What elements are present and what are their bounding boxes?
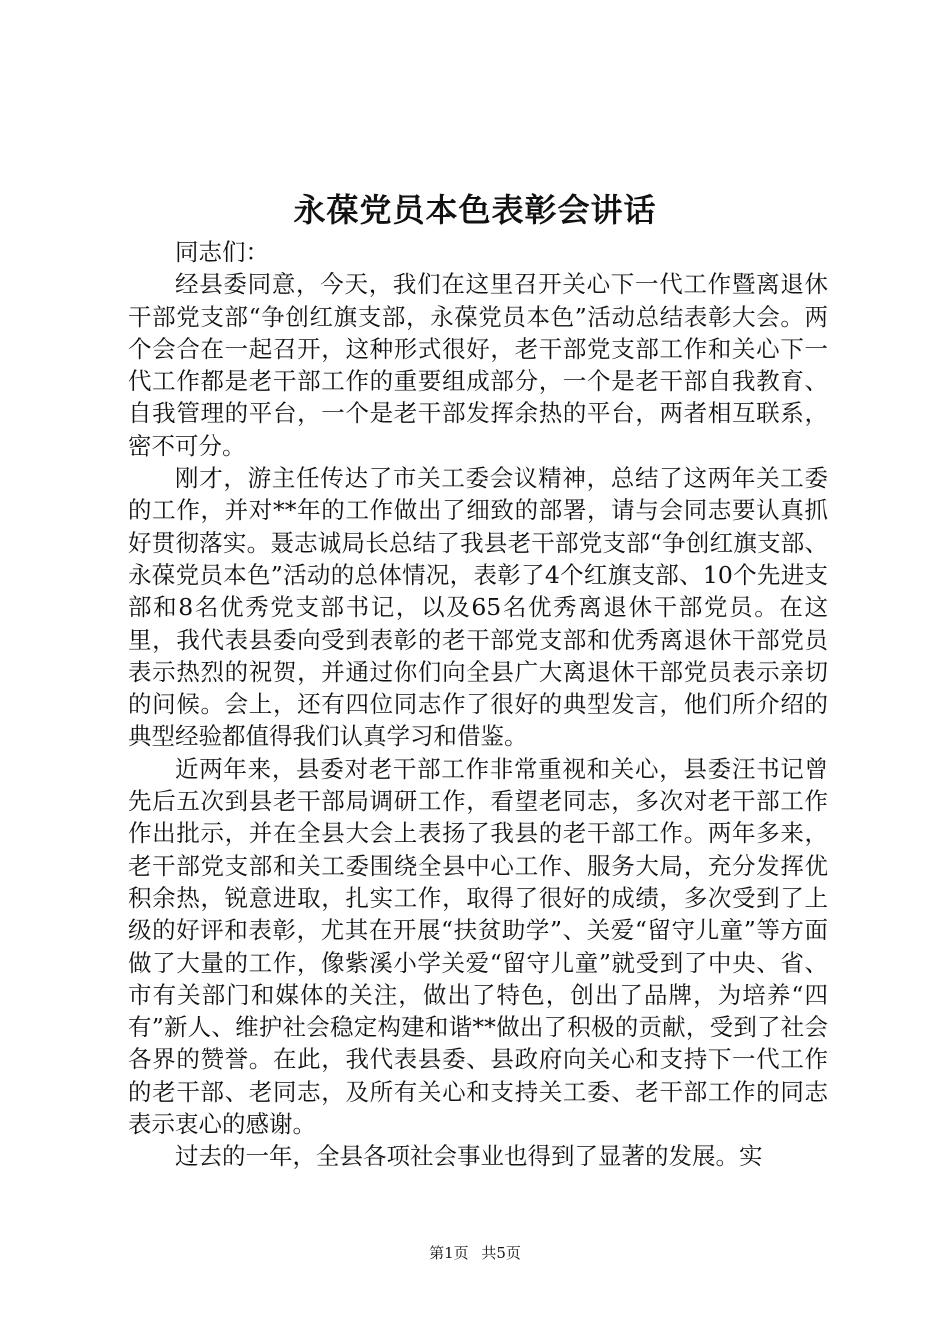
document-title: 永葆党员本色表彰会讲话 — [293, 191, 657, 229]
paragraph-3: 近两年来，县委对老干部工作非常重视和关心，县委汪书记曾先后五次到县老干部局调研工作，看望老同志，多次对老干部工作作出批示，并在全县大会上表扬了我县的老干部工作。两年多来，老干部党支部和关工委围绕全县中心工作、服务大局，充分发挥优积余热，锐意进取，扎实工作，取得了很好的成绩，多次受到了上级的好评和表彰，尤其在开展“扶贫助学”、关爱“留守儿童”等方面做了大量的工作，像紫溪小学关爱“留守儿童”就受到了中央、省、市有关部门和媒体的关注，做出了特色，创出了品牌，为培养“四有”新人、维护社会稳定构建和谐**做出了积极的贡献，受到了社会各界的赞誉。在此，我代表县委、县政府向关心和支持下一代工作的老干部、老同志，及所有关心和支持关工委、老干部工作的同志表示衷心的感谢。 — [128, 754, 828, 1139]
page-total: 共5页 — [481, 1244, 521, 1262]
document-body — [128, 236, 828, 1173]
paragraph-2: 刚才，游主任传达了市关工委会议精神，总结了这两年关工委的工作，并对**年的工作做出了细致的部署，请与会同志要认真抓好贯彻落实。聂志诚局长总结了我县老干部党支部“争创红旗支部、永葆党员本色”活动的总体情况，表彰了4个红旗支部、10个先进支部和8名优秀党支部书记，以及65名优秀离退休干部党员。在这里，我代表县委向受到表彰的老干部党支部和优秀离退休干部党员表示热烈的祝贺，并通过你们向全县广大离退休干部党员表示亲切的问候。会上，还有四位同志作了很好的典型发言，他们所介绍的典型经验都值得我们认真学习和借鉴。 — [128, 464, 828, 751]
page-number: 第1页 — [429, 1244, 469, 1262]
paragraph-1: 经县委同意，今天，我们在这里召开关心下一代工作暨离退休干部党支部“争创红旗支部，永葆党员本色”活动总结表彰大会。两个会合在一起召开，这种形式很好，老干部党支部工作和关心下一代工作都是老干部工作的重要组成部分，一个是老干部自我教育、自我管理的平台，一个是老干部发挥余热的平台，两者相互联系，密不可分。 — [128, 270, 828, 460]
page-footer — [0, 1242, 950, 1264]
paragraph-4: 过去的一年，全县各项社会事业也得到了显著的发展。实 — [175, 1142, 763, 1171]
salutation: 同志们： — [175, 238, 269, 266]
